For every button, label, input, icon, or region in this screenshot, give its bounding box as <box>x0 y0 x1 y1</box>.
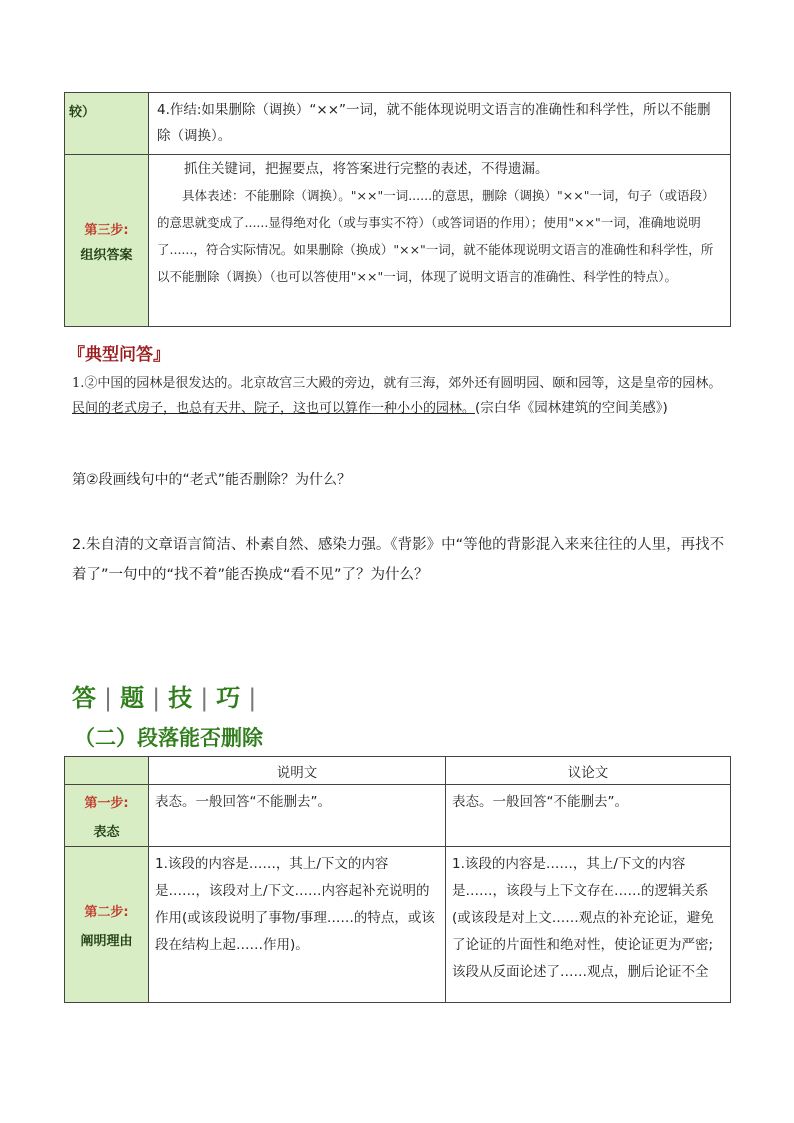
divider: | <box>104 684 115 712</box>
question-2: 2.朱自清的文章语言简洁、朴素自然、感染力强。《背影》中“等他的背影混入来来往往的人里，再找不着了”一句中的“找不着”能否换成“看不见”了？为什么？ <box>72 537 725 583</box>
step-number: 第一步: <box>84 795 129 811</box>
detail-text: 具体表述：不能删除（调换）。"××"一词......的意思，删除（调换）"××"一词，句子（或语段）的意思就变成了......显得绝对化（或与事实不符）（或答词语的作用）；使用"××"一词，准确地说明了......，符合实际情况。如果删除（换成）"××"一词，就不能体现说明文语言的准确性和科学性，所以不能删除（调换）（也可以答使用"××"一词，体现了说明文语言的准确性、科学性的特点）。 <box>157 188 715 284</box>
step-label-cell <box>65 785 149 847</box>
intro-text: 抓住关键词，把握要点，将答案进行完整的表述，不得遗漏。 <box>184 161 549 177</box>
expository-cell: 1.该段的内容是……，其上/下文的内容是……，该段对上/下文……内容起补充说明的作用(或该段说明了事物/事理……的特点，或该段在结构上起……作用)。 <box>149 847 446 1003</box>
skills-char: 巧 <box>216 684 243 712</box>
skills-char: 答 <box>72 684 98 712</box>
table-row <box>65 93 731 155</box>
question-1-passage <box>72 372 732 421</box>
step-number: 第三步: <box>84 222 129 238</box>
skills-char: 题 <box>120 684 147 712</box>
divider: | <box>248 684 259 712</box>
table-row <box>65 847 731 1003</box>
quote-text: 1.②中国的园林是很发达的。北京故宫三大殿的旁边，就有三海，郊外还有圆明园、颐和园等，这是皇帝的园林。 <box>72 376 722 391</box>
skills-char: 技 <box>168 684 195 712</box>
step-name: 阐明理由 <box>80 933 133 949</box>
table-header-row <box>65 757 731 785</box>
header-cell-argumentative: 议论文 <box>446 757 731 785</box>
step-label-cell <box>65 155 149 327</box>
answer-steps-table <box>64 92 731 327</box>
argumentative-cell: 1.该段的内容是……，其上/下文的内容是……，该段与上下文存在……的逻辑关系(或该段是对上文……观点的补充论证，避免了论证的片面性和绝对性，使论证更为严密;该段从反面论述了……观点，删后论证不全 <box>446 847 731 1003</box>
expository-cell: 表态。一般回答“不能删去”。 <box>149 785 446 847</box>
row-label: 较） <box>65 93 149 155</box>
paragraph-deletion-table <box>64 756 731 1003</box>
argumentative-cell: 表态。一般回答“不能删去”。 <box>446 785 731 847</box>
step-label-cell <box>65 847 149 1003</box>
skills-banner <box>72 678 264 713</box>
table-row <box>65 785 731 847</box>
section-title: 『典型问答』 <box>68 345 170 365</box>
divider: | <box>152 684 163 712</box>
step-name: 组织答案 <box>80 247 133 263</box>
organize-answer-text <box>149 155 731 327</box>
step-number: 第二步: <box>84 904 129 920</box>
step-name: 表态 <box>93 824 120 840</box>
divider: | <box>200 684 211 712</box>
underlined-sentence: 民间的老式房子，也总有天井、院子，这也可以算作一种小小的园林。 <box>72 401 476 416</box>
quote-source: (宗白华《园林建筑的空间美感》) <box>475 400 668 416</box>
question-1-prompt: 第②段画线句中的“老式”能否删除？为什么？ <box>72 472 352 488</box>
table-row <box>65 155 731 327</box>
header-cell-empty <box>65 757 149 785</box>
header-cell-expository: 说明文 <box>149 757 446 785</box>
conclusion-text: 4.作结:如果删除（调换）“××”一词，就不能体现说明文语言的准确性和科学性，所以不能删除（调换）。 <box>149 93 731 155</box>
subsection-title: （二）段落能否删除 <box>74 726 263 750</box>
